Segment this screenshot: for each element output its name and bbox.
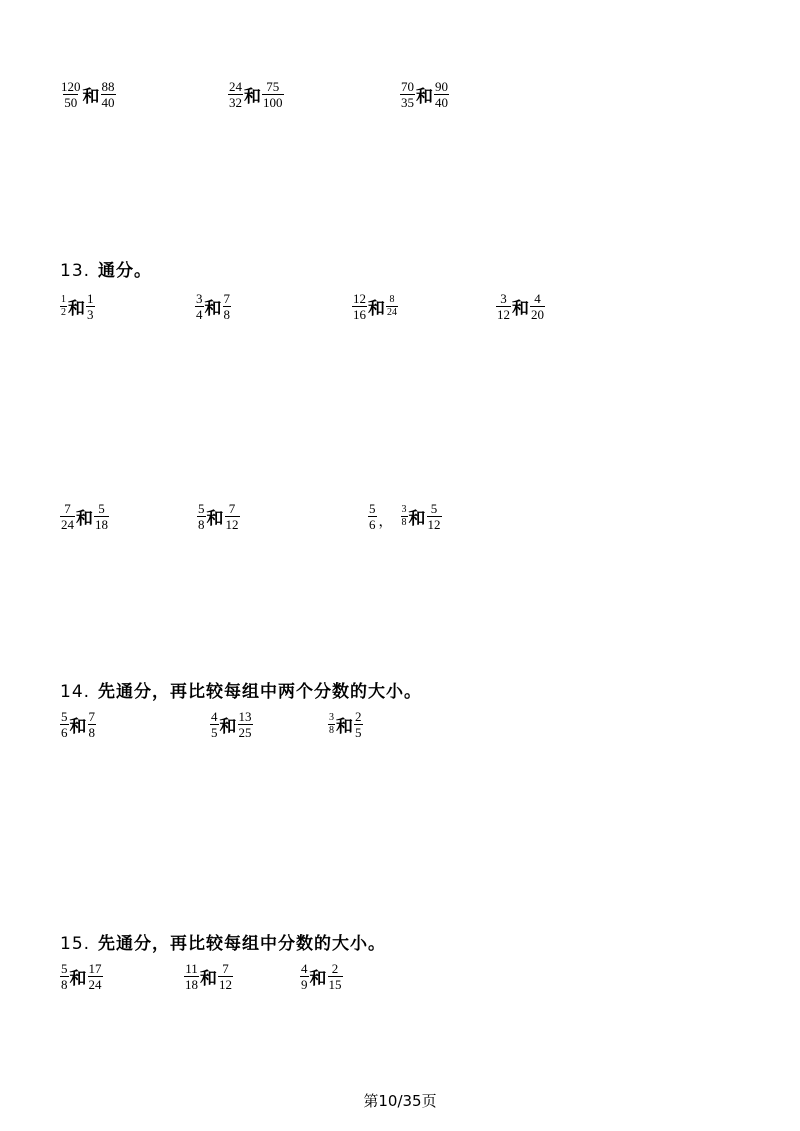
question-title: 通分。 — [98, 261, 153, 281]
fraction-pair — [184, 962, 233, 991]
denominator: 15 — [328, 977, 342, 992]
and-word: 和 — [244, 87, 261, 107]
numerator: 4 — [301, 961, 308, 976]
denominator: 8 — [401, 517, 407, 528]
fraction-pair — [195, 292, 231, 321]
question-number: 14. — [60, 682, 91, 702]
fraction-pair — [197, 502, 240, 531]
numerator: 11 — [185, 961, 198, 976]
fraction — [368, 502, 377, 531]
and-word: 和 — [408, 509, 426, 529]
fraction-triple — [368, 502, 442, 531]
denominator: 8 — [198, 517, 205, 532]
fraction — [101, 80, 116, 109]
numerator: 5 — [369, 501, 376, 516]
numerator: 7 — [228, 501, 236, 516]
fraction — [223, 292, 232, 321]
denominator: 12 — [497, 307, 510, 322]
numerator: 4 — [211, 709, 218, 724]
denominator: 3 — [87, 307, 94, 322]
numerator: 3 — [401, 504, 407, 515]
question-title: 先通分，再比较每组中分数的大小。 — [98, 934, 387, 954]
numerator: 5 — [61, 709, 68, 724]
fraction-pair — [60, 80, 116, 109]
denominator: 6 — [61, 725, 68, 740]
denominator: 12 — [427, 517, 441, 532]
fraction — [197, 502, 206, 531]
fraction — [228, 80, 243, 109]
denominator: 18 — [185, 977, 198, 992]
fraction — [328, 713, 335, 736]
numerator: 75 — [266, 79, 280, 94]
numerator: 88 — [101, 79, 115, 94]
and-word: 和 — [309, 969, 327, 989]
numerator: 4 — [534, 291, 541, 306]
fraction — [218, 962, 233, 991]
fraction — [328, 962, 343, 991]
numerator: 7 — [222, 961, 229, 976]
fraction — [225, 502, 240, 531]
numerator: 1 — [61, 294, 66, 305]
fraction — [238, 710, 253, 739]
numerator: 2 — [331, 961, 339, 976]
numerator: 3 — [329, 712, 334, 723]
and-word: 和 — [416, 87, 433, 107]
fraction — [427, 502, 442, 531]
numerator: 5 — [198, 501, 205, 516]
numerator: 120 — [61, 79, 81, 94]
fraction — [400, 80, 415, 109]
fraction — [210, 710, 219, 739]
question-number: 15. — [60, 934, 91, 954]
numerator: 3 — [500, 291, 507, 306]
denominator: 9 — [301, 977, 308, 992]
numerator: 13 — [238, 709, 252, 724]
and-word: 和 — [512, 299, 529, 319]
denominator: 24 — [88, 977, 102, 992]
numerator: 12 — [353, 291, 366, 306]
denominator: 35 — [401, 95, 414, 110]
denominator: 40 — [435, 95, 448, 110]
and-word: 和 — [368, 299, 385, 319]
denominator: 6 — [369, 517, 376, 532]
denominator: 16 — [353, 307, 366, 322]
and-word: 和 — [219, 717, 237, 737]
denominator: 50 — [64, 95, 78, 110]
numerator: 90 — [435, 79, 448, 94]
fraction — [262, 80, 284, 109]
denominator: 5 — [355, 725, 362, 740]
fraction — [60, 502, 75, 531]
numerator: 5 — [61, 961, 68, 976]
fraction-pair — [60, 962, 103, 991]
denominator: 24 — [387, 307, 397, 318]
fraction — [386, 295, 398, 318]
fraction — [401, 505, 408, 528]
denominator: 8 — [88, 725, 95, 740]
fraction-pair — [60, 292, 95, 321]
denominator: 12 — [219, 977, 232, 992]
fraction-pair — [328, 710, 363, 739]
denominator: 8 — [223, 307, 230, 322]
numerator: 7 — [88, 709, 95, 724]
and-word: 和 — [82, 87, 100, 107]
question-15-heading — [60, 929, 386, 954]
fraction — [496, 292, 511, 321]
numerator: 17 — [88, 961, 102, 976]
and-word: 和 — [200, 969, 217, 989]
fraction — [60, 710, 69, 739]
denominator: 40 — [101, 95, 115, 110]
denominator: 18 — [95, 517, 108, 532]
fraction-pair — [210, 710, 253, 739]
denominator: 24 — [61, 517, 74, 532]
fraction — [530, 292, 545, 321]
denominator: 100 — [263, 95, 283, 110]
question-14-heading — [60, 677, 422, 702]
fraction-pair — [228, 80, 284, 109]
numerator: 7 — [64, 501, 71, 516]
denominator: 8 — [329, 725, 334, 736]
fraction-pair — [400, 80, 449, 109]
and-word: 和 — [204, 299, 222, 319]
fraction — [60, 295, 67, 318]
fraction — [354, 710, 363, 739]
denominator: 5 — [211, 725, 218, 740]
fraction — [184, 962, 199, 991]
denominator: 25 — [238, 725, 252, 740]
fraction — [94, 502, 109, 531]
fraction-pair — [300, 962, 343, 991]
and-word: 和 — [206, 509, 224, 529]
denominator: 32 — [229, 95, 242, 110]
fraction — [60, 80, 82, 109]
fraction-pair — [352, 292, 398, 321]
fraction-pair — [60, 502, 109, 531]
question-title: 先通分，再比较每组中两个分数的大小。 — [98, 682, 423, 702]
fraction — [434, 80, 449, 109]
page-number: 第10/35页 — [363, 1092, 437, 1110]
denominator: 4 — [196, 307, 203, 322]
and-word: 和 — [68, 299, 85, 319]
and-word: 和 — [69, 969, 87, 989]
and-word: 和 — [76, 509, 93, 529]
numerator: 70 — [401, 79, 414, 94]
numerator: 3 — [196, 291, 203, 306]
and-word: 和 — [69, 717, 87, 737]
fraction — [300, 962, 309, 991]
denominator: 8 — [61, 977, 68, 992]
denominator: 2 — [61, 307, 66, 318]
fraction — [60, 962, 69, 991]
fraction-pair — [60, 710, 96, 739]
fraction — [86, 292, 95, 321]
question-number: 13. — [60, 261, 91, 281]
comma-separator: ， — [378, 514, 393, 530]
numerator: 7 — [223, 291, 230, 306]
fraction-pair — [496, 292, 545, 321]
fraction — [352, 292, 367, 321]
fraction — [88, 962, 103, 991]
numerator: 2 — [355, 709, 362, 724]
numerator: 24 — [229, 79, 242, 94]
fraction — [88, 710, 97, 739]
numerator: 1 — [87, 291, 94, 306]
fraction — [195, 292, 204, 321]
and-word: 和 — [336, 717, 353, 737]
denominator: 12 — [225, 517, 239, 532]
numerator: 8 — [389, 294, 395, 305]
question-13-heading — [60, 256, 152, 281]
numerator: 5 — [430, 501, 438, 516]
denominator: 20 — [531, 307, 544, 322]
numerator: 5 — [98, 501, 105, 516]
